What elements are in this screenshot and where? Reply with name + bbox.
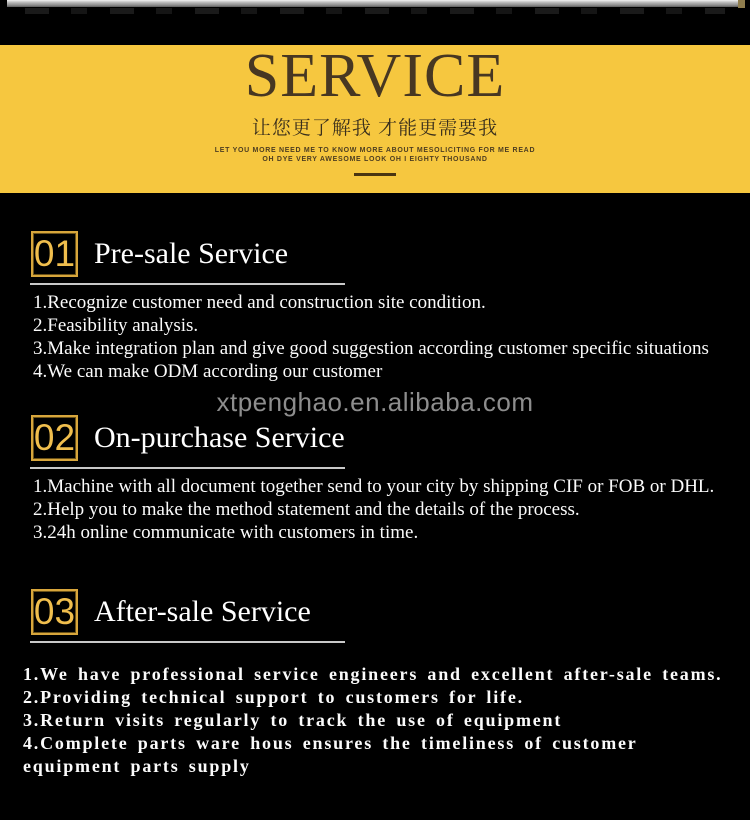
section-title: After-sale Service — [94, 595, 311, 628]
section-after-sale — [23, 589, 736, 778]
list-item: 3.24h online communicate with customers in time. — [33, 522, 419, 543]
section-list — [33, 475, 733, 544]
list-item: 3.Make integration plan and give good suggestion according customer specific situations — [33, 338, 709, 359]
section-number-badge — [31, 589, 78, 635]
section-number-badge — [31, 231, 78, 277]
list-item: 4.We can make ODM according our customer — [33, 361, 383, 382]
list-item: 2.Providing technical support to customers for life. — [23, 687, 524, 707]
section-number: 03 — [33, 590, 76, 632]
section-underline — [30, 467, 345, 469]
list-item: 4.Complete parts ware hous ensures the timeliness of customer equipment parts supply — [23, 733, 638, 776]
list-item: 1.Machine with all document together send to your city by shipping CIF or FOB or DHL. — [33, 476, 715, 497]
banner-tagline-line1: LET YOU MORE NEED ME TO KNOW MORE ABOUT MESOLICITING FOR ME READ — [214, 147, 536, 154]
banner-subtitle-chinese: 让您更了解我 才能更需要我 — [251, 118, 499, 139]
section-underline — [30, 641, 345, 643]
banner-tagline — [0, 146, 750, 164]
top-image-strip — [7, 0, 738, 7]
section-number: 02 — [33, 416, 76, 458]
section-pre-sale — [31, 231, 736, 383]
list-item: 2.Feasibility analysis. — [33, 315, 199, 336]
section-list — [33, 291, 733, 383]
banner-divider — [354, 173, 396, 176]
list-item: 2.Help you to make the method statement and the details of the process. — [33, 499, 580, 520]
section-header — [31, 415, 736, 461]
section-title: Pre-sale Service — [94, 237, 289, 270]
section-number-badge — [31, 415, 78, 461]
list-item: 1.We have professional service engineers and excellent after-sale teams. — [23, 664, 723, 684]
faded-text-band — [25, 8, 725, 14]
page-title: SERVICE — [244, 42, 506, 110]
banner-tagline-line2: OH DYE VERY AWESOME LOOK OH I EIGHTY THOUSAND — [262, 156, 488, 163]
watermark: xtpenghao.en.alibaba.com — [216, 387, 534, 417]
section-title: On-purchase Service — [94, 421, 345, 454]
section-on-purchase — [31, 415, 736, 544]
section-header — [31, 589, 736, 635]
list-item: 3.Return visits regularly to track the use of equipment — [23, 710, 563, 730]
top-edge-accent — [738, 0, 745, 8]
section-number: 01 — [33, 232, 76, 274]
section-underline — [30, 283, 345, 285]
section-header — [31, 231, 736, 277]
service-banner — [0, 42, 750, 193]
list-item: 1.Recognize customer need and construction site condition. — [33, 292, 486, 313]
section-list — [23, 663, 735, 778]
